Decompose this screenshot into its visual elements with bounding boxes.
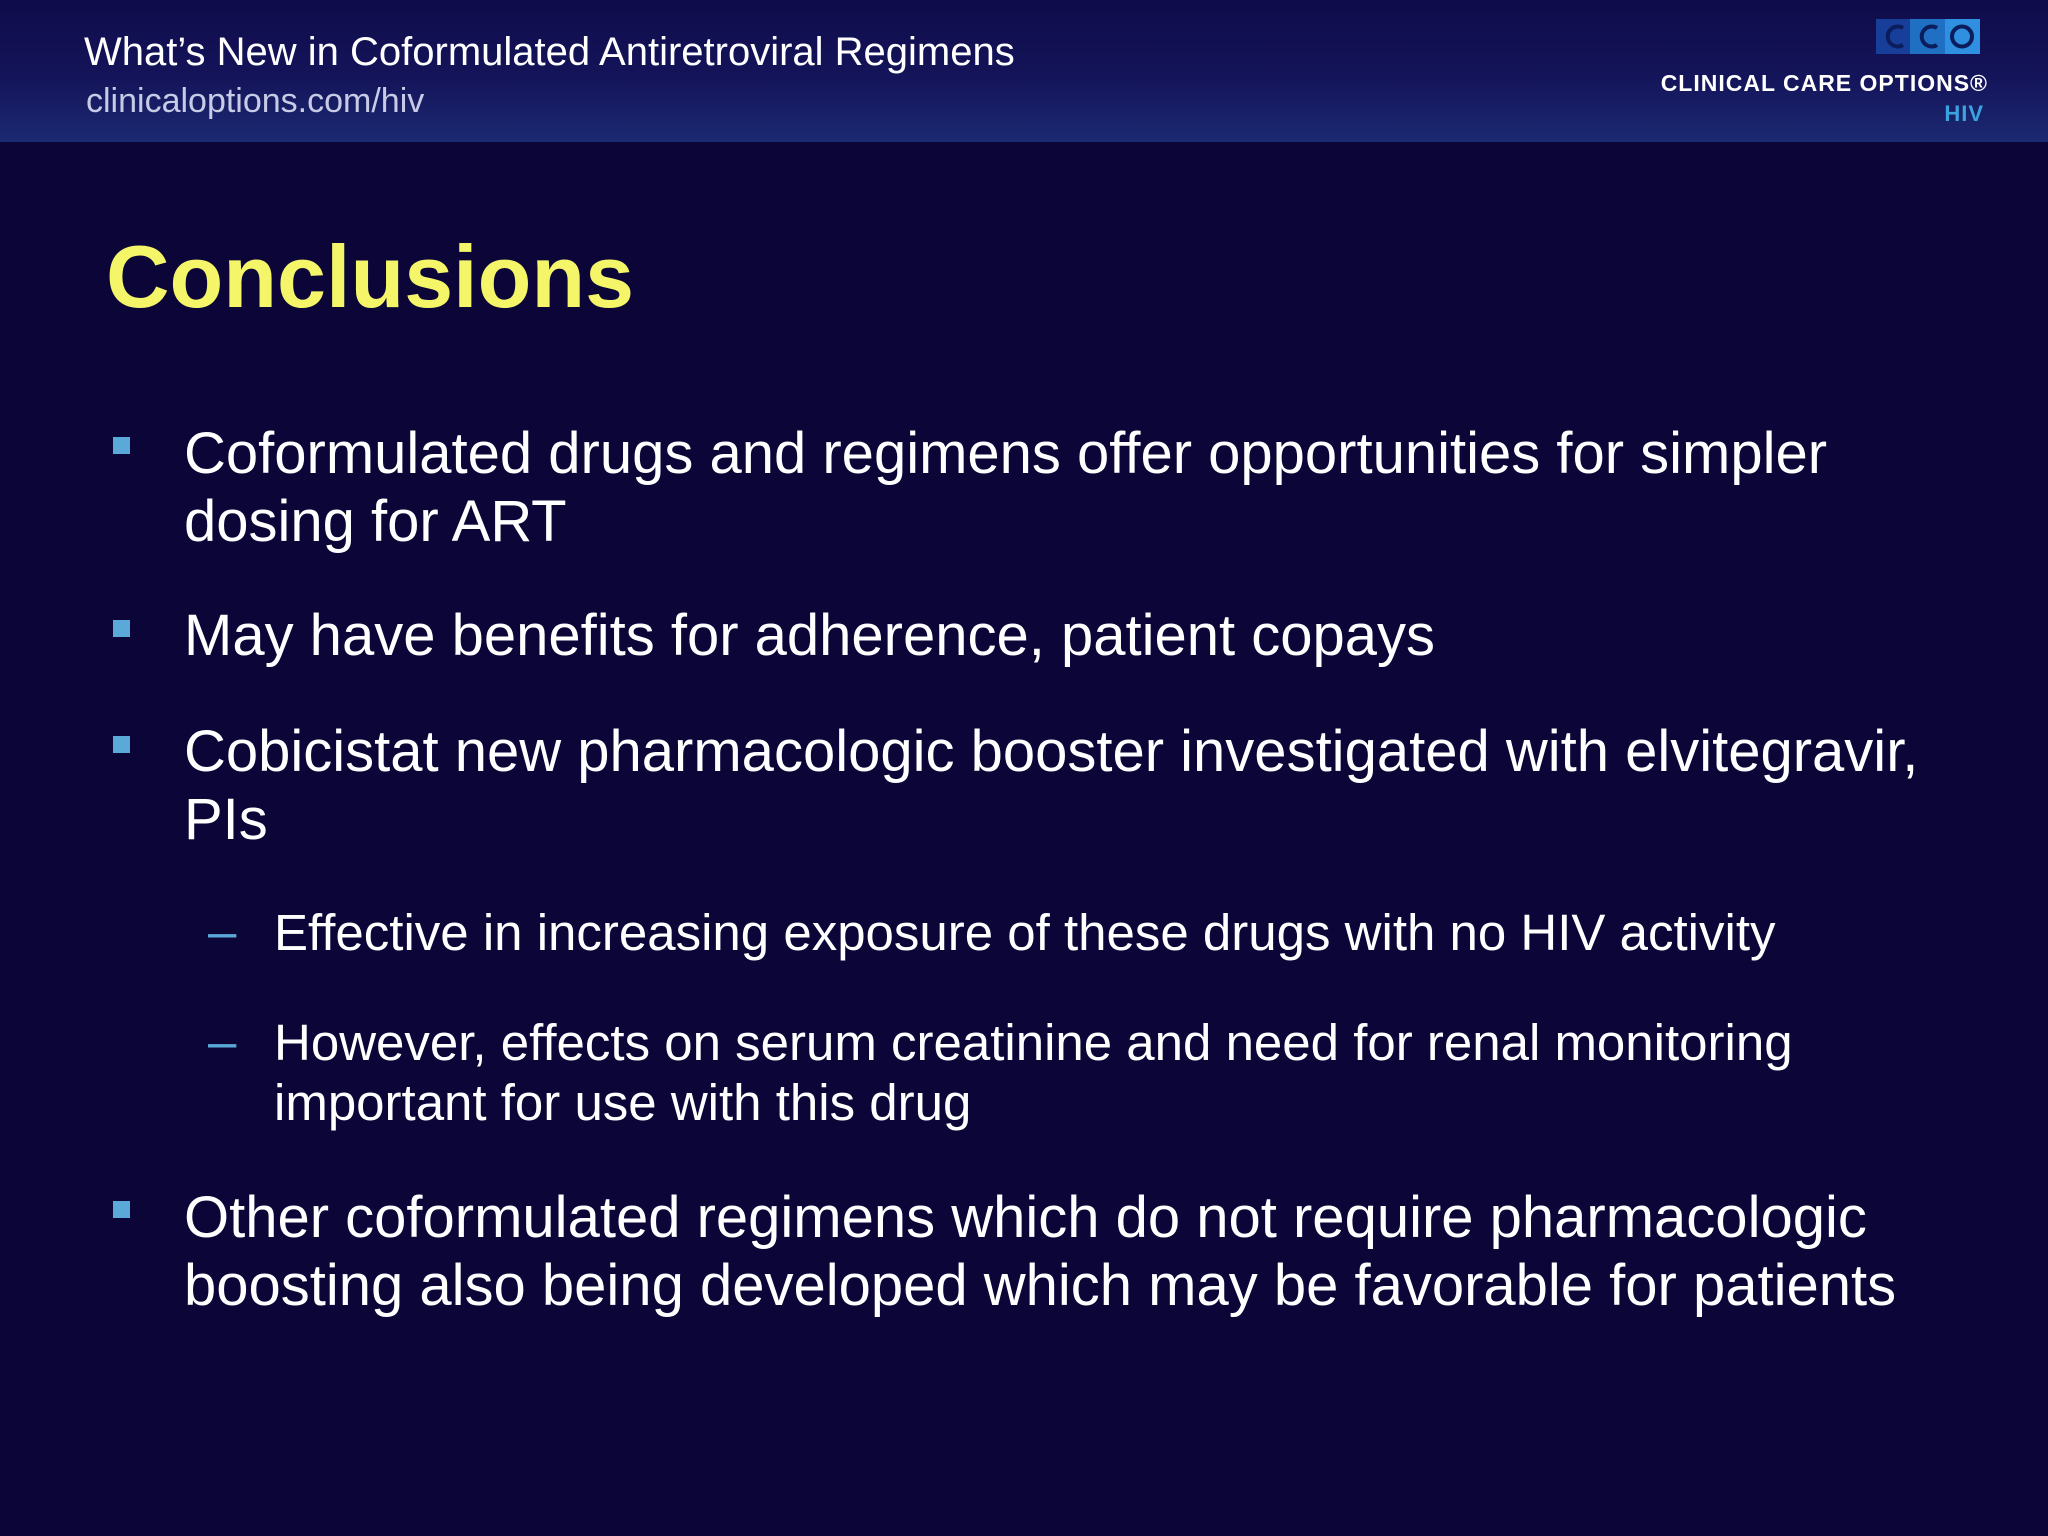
bullet-item: Other coformulated regimens which do not require pharmacologic boosting also being developed which may be favorable for patients (184, 1185, 1897, 1318)
logo-sub: HIV (1944, 101, 1984, 126)
subbullet-dash: – (208, 903, 237, 960)
subbullet-item: Effective in increasing exposure of these drugs with no HIV activity (274, 904, 1776, 961)
presentation-url: clinicaloptions.com/hiv (86, 82, 425, 120)
presentation-title: What’s New in Coformulated Antiretroviral Regimens (84, 30, 1015, 74)
bullet-marker (113, 1201, 130, 1218)
subbullet-dash: – (208, 1013, 237, 1070)
bullet-item: Coformulated drugs and regimens offer opportunities for simpler dosing for ART (184, 421, 1828, 554)
cco-logo-icon (1876, 19, 1980, 54)
slide-header (0, 0, 2048, 142)
bullet-marker (113, 736, 130, 753)
logo-name: CLINICAL CARE OPTIONS® (1660, 70, 1988, 96)
subbullet-item: However, effects on serum creatinine and need for renal monitoring important for use with this drug (274, 1014, 1793, 1131)
bullet-marker (113, 620, 130, 637)
bullet-item: May have benefits for adherence, patient copays (184, 603, 1435, 668)
slide-title: Conclusions (106, 227, 635, 326)
bullet-item: Cobicistat new pharmacologic booster investigated with elvitegravir, PIs (184, 719, 1919, 852)
bullet-marker (113, 437, 130, 454)
